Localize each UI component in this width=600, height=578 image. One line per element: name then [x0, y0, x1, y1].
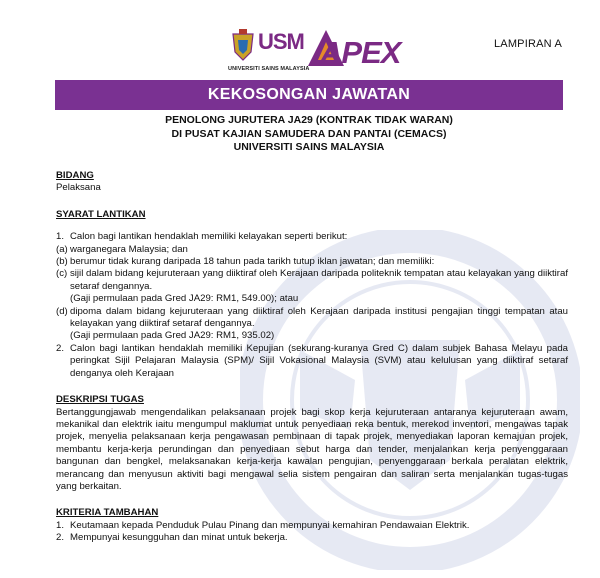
position-title-line: DI PUSAT KAJIAN SAMUDERA DAN PANTAI (CEMACS)	[171, 127, 447, 140]
syarat-subitem-text: dipoma dalam bidang kejuruteraan yang diiktiraf oleh Kerajaan daripada institusi pengajian tinggi tempatan atau kelayakan yang diiktiraf setaraf dengannya.	[70, 305, 568, 330]
list-marker: (c)	[56, 268, 68, 280]
apex-logo-text: APEX	[320, 35, 401, 70]
list-marker: 2.	[56, 342, 65, 354]
list-marker: 1.	[56, 231, 65, 243]
syarat-item-text: Calon bagi lantikan hendaklah memiliki Kepujian (sekurang-kuranya Gred C) dalam subjek Bahasa Melayu pada peringkat Sijil Pelajaran Malaysia (SPM)/ Sijil Vokasional Malaysia (SVM) atau kelulusan yang diiktiraf setaraf denganya oleh Kerajaan	[70, 342, 568, 379]
kriteria-heading: KRITERIA TAMBAHAN	[56, 507, 159, 519]
syarat-item-text: Calon bagi lantikan hendaklah memiliki kelayakan seperti berikut:	[70, 231, 348, 243]
salary-note: (Gaji permulaan pada Gred JA29: RM1, 549.00); atau	[70, 293, 299, 305]
bidang-heading: BIDANG	[56, 170, 94, 181]
usm-fullname: UNIVERSITI SAINS MALAYSIA	[228, 66, 310, 72]
syarat-item	[56, 231, 568, 243]
usm-crest-icon	[230, 28, 256, 64]
deskripsi-text: Bertanggungjawab mengendalikan pelaksanaan projek bagi skop kerja kejuruteraan antaranya kejuruteraan awam, mekanikal dan elektrik iaitu mengumpul maklumat untuk penyediaan reka bentuk, merekod inventori, mengawas tapak projek, menyelia pelaksanaan kerja pengawasan pembinaan di tapak projek, menyediakan laporan kemajuan projek, membantu kerja-kerja perundingan dan penyediaan sebut harga dan tender, menjalankan kerja penyenggaraan bangunan dan bengkel, melaksanakan kerja-kerja kawalan pengujian, penyenggaraan berkala peralatan elektrik, merancang dan menyusun aktiviti bagi mengawal selia sistem pengairan dan saliran serta menjalankan tugas-tugas yang berkaitan.	[56, 406, 568, 492]
usm-logo-text: USM	[258, 29, 304, 54]
list-marker: (d)	[56, 305, 68, 317]
list-marker: (b)	[56, 256, 68, 268]
syarat-subitem	[56, 268, 568, 293]
syarat-subitem-text: berumur tidak kurang daripada 18 tahun pada tarikh tutup iklan jawatan; dan memiliki:	[70, 256, 435, 268]
syarat-item	[56, 343, 568, 380]
list-marker: (a)	[56, 243, 68, 255]
kriteria-item-text: Mempunyai kesungguhan dan minat untuk bekerja.	[70, 532, 288, 544]
header-logos	[228, 26, 401, 76]
kriteria-item-text: Keutamaan kepada Penduduk Pulau Pinang dan mempunyai kemahiran Pendawaian Elektrik.	[70, 519, 470, 531]
list-marker: 2.	[56, 532, 65, 544]
document-body	[56, 170, 568, 545]
syarat-subitem-text: sijil dalam bidang kejuruteraan yang diiktiraf oleh Kerajaan daripada politeknik tempatan atau kelayakan yang diiktiraf setaraf dengannya.	[70, 268, 568, 292]
list-marker: 1.	[56, 519, 65, 531]
deskripsi-heading: DESKRIPSI TUGAS	[56, 394, 144, 406]
lampiran-label: LAMPIRAN A	[493, 38, 562, 50]
vacancy-banner: KEKOSONGAN JAWATAN	[55, 80, 563, 110]
bidang-value: Pelaksana	[56, 182, 101, 194]
syarat-subitem	[56, 256, 568, 268]
position-title-line: UNIVERSITI SAINS MALAYSIA	[233, 141, 385, 153]
syarat-subitem	[56, 244, 568, 256]
kriteria-item	[56, 520, 568, 532]
syarat-subitem	[56, 306, 568, 331]
syarat-subitem-text: warganegara Malaysia; dan	[70, 243, 188, 255]
salary-note: (Gaji permulaan pada Gred JA29: RM1, 935.02)	[70, 330, 275, 342]
position-title-line: PENOLONG JURUTERA JA29 (KONTRAK TIDAK WARAN)	[165, 114, 453, 126]
syarat-heading: SYARAT LANTIKAN	[56, 208, 146, 220]
position-titles	[55, 114, 563, 155]
kriteria-item	[56, 532, 568, 544]
